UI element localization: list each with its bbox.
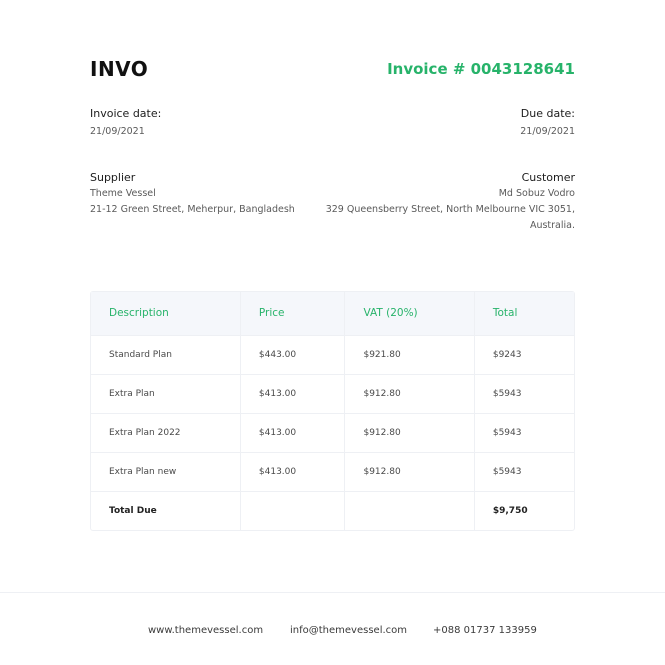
total-empty-cell <box>345 491 474 530</box>
cell-vat: $912.80 <box>345 413 474 452</box>
cell-vat: $921.80 <box>345 335 474 374</box>
footer <box>0 592 665 665</box>
cell-vat: $912.80 <box>345 452 474 491</box>
cell-price: $413.00 <box>240 413 345 452</box>
footer-website-link[interactable]: www.themevessel.com <box>148 625 264 636</box>
cell-total: $9243 <box>474 335 574 374</box>
table-row <box>91 413 574 452</box>
cell-price: $443.00 <box>240 335 345 374</box>
due-date-block <box>520 107 575 140</box>
invoice-date-value: 21/09/2021 <box>90 126 145 137</box>
invoice-table <box>90 291 575 531</box>
table-row <box>91 335 574 374</box>
header-description: Description <box>91 292 240 335</box>
customer-address: 329 Queensberry Street, North Melbourne VIC 3051, Australia. <box>325 204 575 231</box>
total-row <box>91 491 574 530</box>
cell-total: $5943 <box>474 374 574 413</box>
supplier-name: Theme Vessel <box>90 188 156 199</box>
cell-description: Extra Plan new <box>91 452 240 491</box>
due-date-label: Due date: <box>520 107 575 120</box>
invoice-date-label: Invoice date: <box>90 107 162 120</box>
due-date-value: 21/09/2021 <box>520 126 575 137</box>
customer-name: Md Sobuz Vodro <box>498 188 575 199</box>
cell-total: $5943 <box>474 413 574 452</box>
cell-price: $413.00 <box>240 374 345 413</box>
cell-description: Standard Plan <box>91 335 240 374</box>
cell-total: $5943 <box>474 452 574 491</box>
cell-price: $413.00 <box>240 452 345 491</box>
cell-description: Extra Plan 2022 <box>91 413 240 452</box>
header-price: Price <box>240 292 345 335</box>
invoice-number: Invoice # 0043128641 <box>387 60 575 78</box>
footer-email-link[interactable]: info@themevessel.com <box>290 625 408 636</box>
invoice-date-block <box>90 107 161 140</box>
footer-phone: +088 01737 133959 <box>433 625 537 636</box>
supplier-address: 21-12 Green Street, Meherpur, Bangladesh <box>90 204 295 215</box>
customer-block <box>315 171 575 234</box>
logo: INVO <box>90 57 149 81</box>
table-row <box>91 374 574 413</box>
customer-label: Customer <box>521 171 575 184</box>
total-empty-cell <box>240 491 345 530</box>
cell-vat: $912.80 <box>345 374 474 413</box>
supplier-label: Supplier <box>90 171 136 184</box>
header-vat: VAT (20%) <box>345 292 474 335</box>
table-row <box>91 452 574 491</box>
header-total: Total <box>492 307 518 320</box>
table-header-row <box>91 292 574 335</box>
supplier-block <box>90 171 295 218</box>
cell-description: Extra Plan <box>91 374 240 413</box>
total-label: Total Due <box>91 491 240 530</box>
total-value: $9,750 <box>474 491 574 530</box>
